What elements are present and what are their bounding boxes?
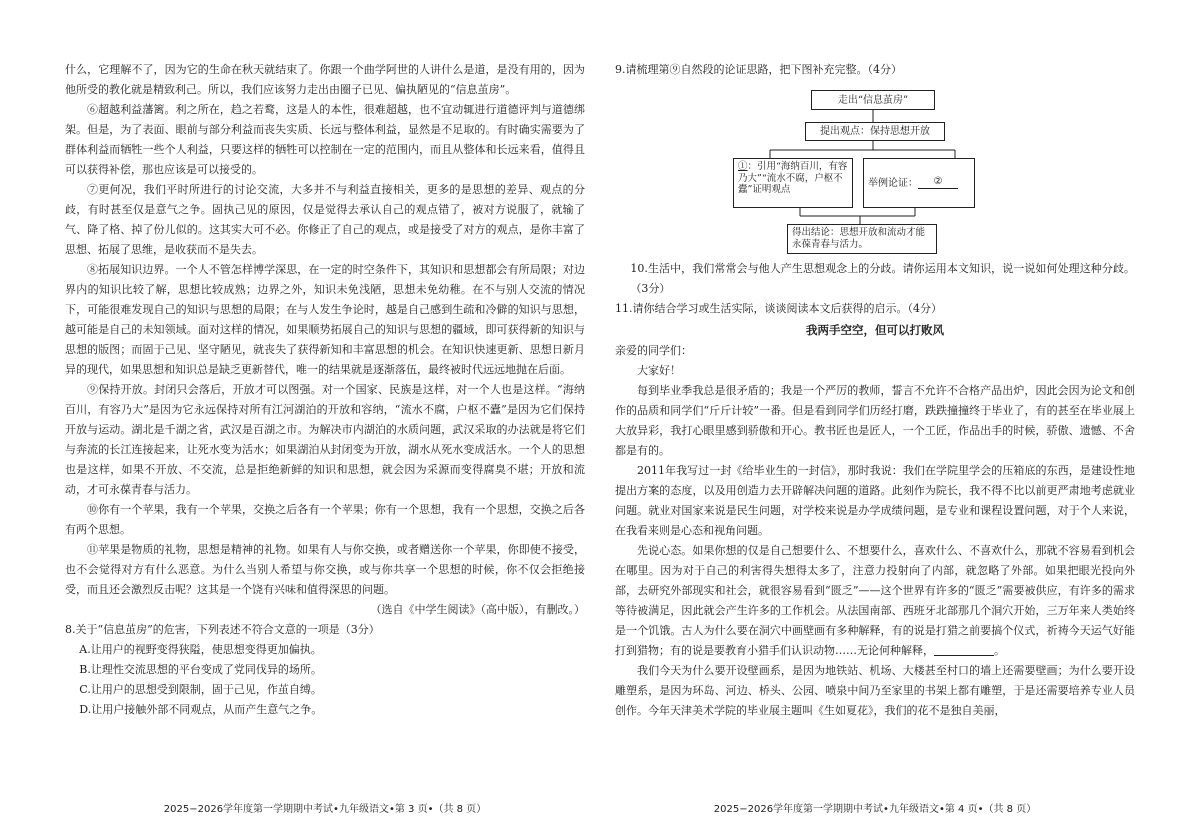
- reading-passage: [65, 60, 585, 620]
- option-b: B.让理性交流思想的平台变成了党同伐异的场所。: [79, 663, 322, 676]
- diagram-conclusion-box: 得出结论：思想开放和流动才能永葆青春与活力。: [787, 224, 937, 254]
- speech-title: 我两手空空，但可以打败风: [806, 323, 944, 337]
- speech-paragraph-3-text: 先说心态。如果你想的仅是自己想要什么、不想要什么，喜欢什么、不喜欢什么，那就不容易看到机会在哪里。因为对于自己的利害得失想得太多了，注意力投射向了内部，就忽略了外部。如果把眼光投向外部，去研究外部现实和社会，就很容易看到“匮乏”——这个世界有许多的“匮乏”需要被供应，有许多的需求等待被满足，因此就会产生许多的工作机会。从法国南部、西班牙北部那几个洞穴开始，三万年来人类始终是一个饥饿。古人为什么要在洞穴中画壁画有多种解释，有的说是打猎之前要搞个仪式，祈祷今天运气好能打到猎物；有的说是要教育小猎手们认识动物……无论何种解释，: [615, 544, 1135, 657]
- passage-paragraph: ⑩你有一个苹果，我有一个苹果，交换之后各有一个苹果；你有一个思想，我有一个思想，交换之后各有两个思想。: [65, 503, 585, 536]
- passage-paragraph: ⑨保持开放。封闭只会落后，开放才可以图强。对一个国家、民族是这样，对一个人也是这样。“海纳百川，有容乃大”是因为它永远保持对所有江河湖泊的开放和容纳，“流水不腐，户枢不蠹”是因为它们保持开放与运动。湖北是千湖之省，武汉是百湖之市。为解决市内湖泊的水质问题，武汉采取的办法就是将它们与奔流的长江连接起来，让死水变为活水；如果湖泊从封闭变为开放，湖水从死水变成活水。一个人的思想也是这样，如果不开放、不交流，总是拒绝新鲜的知识和思想，就会因为采源而变得腐臭不堪；开放和流动，才可永葆青春与活力。: [65, 383, 585, 496]
- question-10: 10.生活中，我们常常会与他人产生思想观念上的分歧。请你运用本文知识，说一说如何处理这种分歧。（3分）: [630, 262, 1135, 295]
- page-3: [65, 60, 585, 720]
- passage-paragraph: ⑪苹果是物质的礼物，思想是精神的礼物。如果有人与你交换，或者赠送你一个苹果，你即使不接受，也不会觉得对方有什么恶意。为什么当别人希望与你交换，或与你共享一个思想的时候，你不仅会拒绝接受，而且还会激烈反击呢？这其是一个饶有兴味和值得深思的问题。: [65, 543, 585, 596]
- question-11: 11.请你结合学习或生活实际，谈谈阅读本文后获得的启示。（4分）: [615, 302, 942, 315]
- blank-2-field[interactable]: [918, 175, 958, 189]
- speech-hello: 大家好！: [637, 364, 681, 377]
- option-a: A.让用户的视野变得狭隘，使思想变得更加偏执。: [79, 643, 322, 656]
- page-4: [615, 60, 1135, 721]
- page-3-footer: 2025−2026学年度第一学期期中考试•九年级语文•第 3 页•（共 8 页）: [163, 804, 487, 815]
- diagram-right-box: [863, 158, 975, 208]
- question-9-stem: 9.请梳理第⑨自然段的论证思路，把下图补充完整。（4分）: [615, 63, 902, 76]
- speech-paragraph-1: 每到毕业季我总是很矛盾的；我是一个严厉的教师，誓言不允许不合格产品出炉，因此会因为论文和创作的品质和同学们“斤斤计较”一番。但是看到同学们历经打磨，跌跌撞撞终于毕业了，有的甚至在毕业展上大放异彩，我打心眼里感到骄傲和开心。教书匠也是匠人，一个工匠，作品出手的时候，骄傲、遗憾、不舍都是有的。: [615, 384, 1135, 457]
- diagram-left-box: [733, 158, 853, 208]
- speech-paragraph-3: 先说心态。如果你想的仅是自己想要什么、不想要什么，喜欢什么、不喜欢什么，那就不容易看到机会在哪里。因为对于自己的利害得失想得太多了，注意力投射向了内部，就忽略了外部。如果把眼光投向外部，去研究外部现实和社会，就很容易看到“匮乏”——这个世界有许多的“匮乏”需要被供应，有许多的需求等待被满足，因此就会产生许多的工作机会。从法国南部、西班牙北部那几个洞穴开始，三万年来人类始终是一个饥饿。古人为什么要在洞穴中画壁画有多种解释，有的说是打猎之前要搞个仪式，祈祷今天运气好能打到猎物；有的说是要教育小猎手们认识动物……无论何种解释， 。: [615, 544, 1135, 657]
- option-c: C.让用户的思想受到限制，固于己见，作茧自缚。: [79, 683, 322, 696]
- speech-greeting: 亲爱的同学们：: [615, 344, 692, 357]
- speech-paragraph-4: 我们今天为什么要开设壁画系，是因为地铁站、机场、大楼甚至村口的墙上还需要壁画；为什么要开设雕塑系，是因为环岛、河边、桥头、公园、喷泉中间乃至家里的书架上都有雕塑，于是还需要培养专业人员创作。今年天津美术学院的毕业展主题叫《生如夏花》，我们的花不是独自美丽，: [615, 664, 1135, 717]
- passage-paragraph: ⑧拓展知识边界。一个人不管怎样博学深思，在一定的时空条件下，其知识和思想都会有所局限；对边界内的知识比较了解，思想比较成熟；边界之外，知识未免浅陋，思想未免幼稚。在不与别人交流的情况下，可能很难发现自己的知识与思想的局限；在与人发生争论时，越是自己感到生疏和冷僻的知识与思想，越可能是自己的未知领域。面对这样的情况，如果顺势拓展自己的知识与思想的疆域，即可获得新的知识与思想的版图；而固于己见、坚守陋见，就丧失了获得新知和丰富思想的机会。在知识快速更新、思想日新月异的现代，如果思想和知识总是缺乏更新替代，唯一的结果就是逐渐落伍，最终被时代远远地抛在后面。: [65, 263, 585, 376]
- speech-paragraph-2: 2011年我写过一封《给毕业生的一封信》，那时我说：我们在学院里学会的压箱底的东西，是建设性地提出方案的态度，以及用创造力去开辟解决问题的道路。此刻作为院长，我不得不比以前更严肃地考虑就业问题。就业对国家来说是民生问题，对学校来说是办学成绩问题，是专业和课程设置问题，对于个人来说，在我看来则是心态和视角问题。: [615, 464, 1135, 537]
- page-4-footer: 2025−2026学年度第一学期期中考试•九年级语文•第 4 页•（共 8 页）: [713, 804, 1037, 815]
- diagram-claim-box: 提出观点：保持思想开放: [805, 122, 945, 141]
- blank-2-label: ②: [933, 175, 943, 187]
- passage-paragraph: ⑦更何况，我们平时所进行的讨论交流，大多并不与利益直接相关，更多的是思想的差异、观点的分歧，有时甚至仅是意气之争。固执己见的原因，仅是觉得去承认自己的观点错了，被对方说服了，就输了气、降了格、掉了份儿似的。这其实大可不必。你修正了自己的观点，或是接受了对方的观点，是你丰富了思想、拓展了思维，是收获而不是失去。: [65, 183, 585, 256]
- passage-paragraph: ⑥超越利益藩篱。利之所在，趋之若鹜，这是人的本性，很难超越，也不宜动辄进行道德评判与道德绑架。但是，为了表面、眼前与部分利益而丧失实质、长远与整体利益，显然是不足取的。有时确实需要为了群体利益而牺牲一些个人利益，只要这样的牺牲可以控制在一定的范围内，而且从整体和长远来看，值得且可以获得补偿，那也应该是可以接受的。: [65, 103, 585, 176]
- option-d: D.让用户接触外部不同观点，从而产生意气之争。: [79, 703, 323, 716]
- argument-flow-diagram: [615, 82, 1135, 257]
- answer-blank[interactable]: [934, 643, 994, 656]
- blank-1-label[interactable]: ①: [738, 161, 748, 172]
- passage-paragraph: （选自《中学生阅读》（高中版），有删改。）: [370, 603, 585, 616]
- question-8-stem: 8.关于“信息茧房”的危害，下列表述不符合文意的一项是（3分）: [65, 623, 380, 636]
- question-8: [65, 620, 585, 720]
- diagram-left-text: ：引用“海纳百川，有容乃大”“流水不腐，户枢不蠹”证明观点: [738, 161, 848, 195]
- passage-paragraph: 什么，它理解不了，因为它的生命在秋天就结束了。你跟一个曲学阿世的人讲什么是道，是没有用的，因为他所受的教化就是精致利己。所以，我们应该努力走出由圈子已见、偏执陋见的“信息茧房”。: [65, 63, 585, 96]
- diagram-top-box: 走出“信息茧房”: [811, 90, 935, 110]
- diagram-right-text: 举例论证：: [868, 177, 918, 189]
